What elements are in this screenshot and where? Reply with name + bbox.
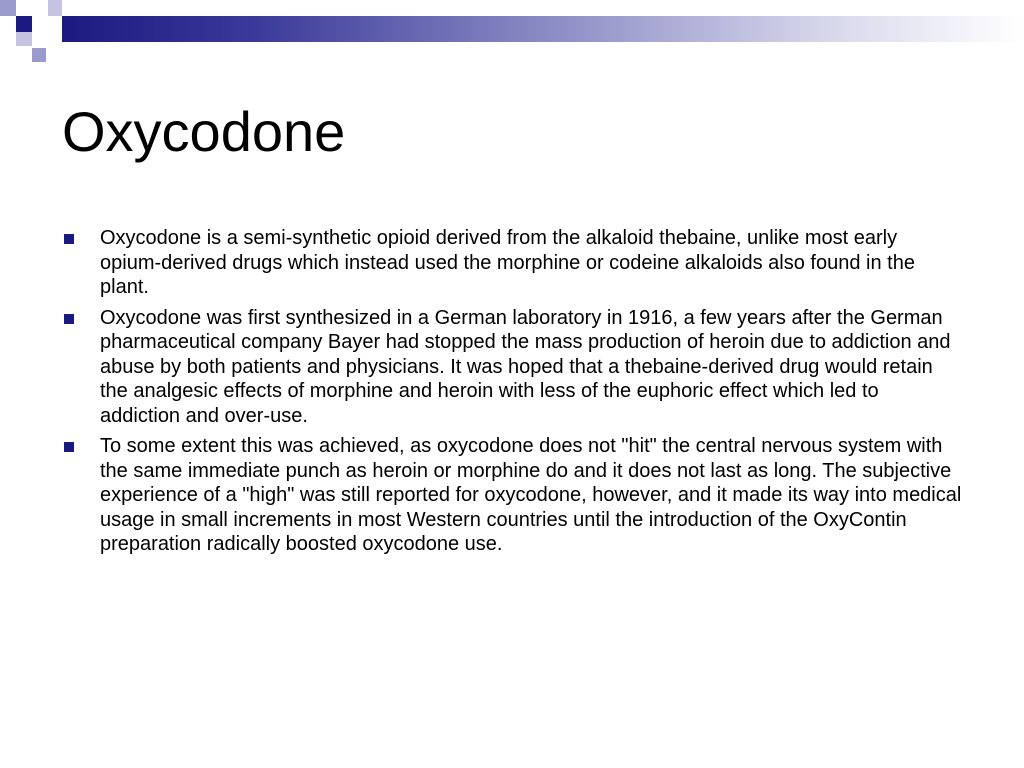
decor-square [16, 16, 32, 32]
decor-square [48, 0, 62, 16]
square-bullet-icon [64, 442, 74, 452]
bullet-list [62, 226, 962, 563]
bullet-item [62, 434, 962, 557]
header-gradient-bar [62, 16, 1024, 42]
decor-square [32, 0, 48, 16]
bullet-text: Oxycodone was first synthesized in a German laboratory in 1916, a few years after the German pharmaceutical company Bayer had stopped the mass production of heroin due to addiction and abuse by both patients and physicians. It was hoped that a thebaine-derived drug would retain the analgesic effects of morphine and heroin with less of the euphoric effect which led to addiction and over-use. [100, 306, 951, 427]
decor-square [48, 32, 62, 46]
bullet-text: To some extent this was achieved, as oxycodone does not "hit" the central nervous system with the same immediate punch as heroin or morphine do and it does not last as long. The subjective experience of a "high" was still reported for oxycodone, however, and it made its way into medical usage in small increments in most Western countries until the introduction of the OxyContin preparation radically boosted oxycodone use. [100, 435, 962, 555]
decor-square [0, 16, 16, 32]
square-bullet-icon [64, 314, 74, 324]
decor-square [32, 48, 46, 62]
bullet-item [62, 226, 962, 300]
bullet-text: Oxycodone is a semi-synthetic opioid derived from the alkaloid thebaine, unlike most early opium-derived drugs which instead used the morphine or codeine alkaloids also found in the plant. [100, 227, 915, 298]
bullet-item [62, 306, 962, 429]
decor-square [0, 0, 16, 16]
decor-square [16, 32, 32, 46]
slide-title: Oxycodone [62, 100, 346, 163]
square-bullet-icon [64, 234, 74, 244]
